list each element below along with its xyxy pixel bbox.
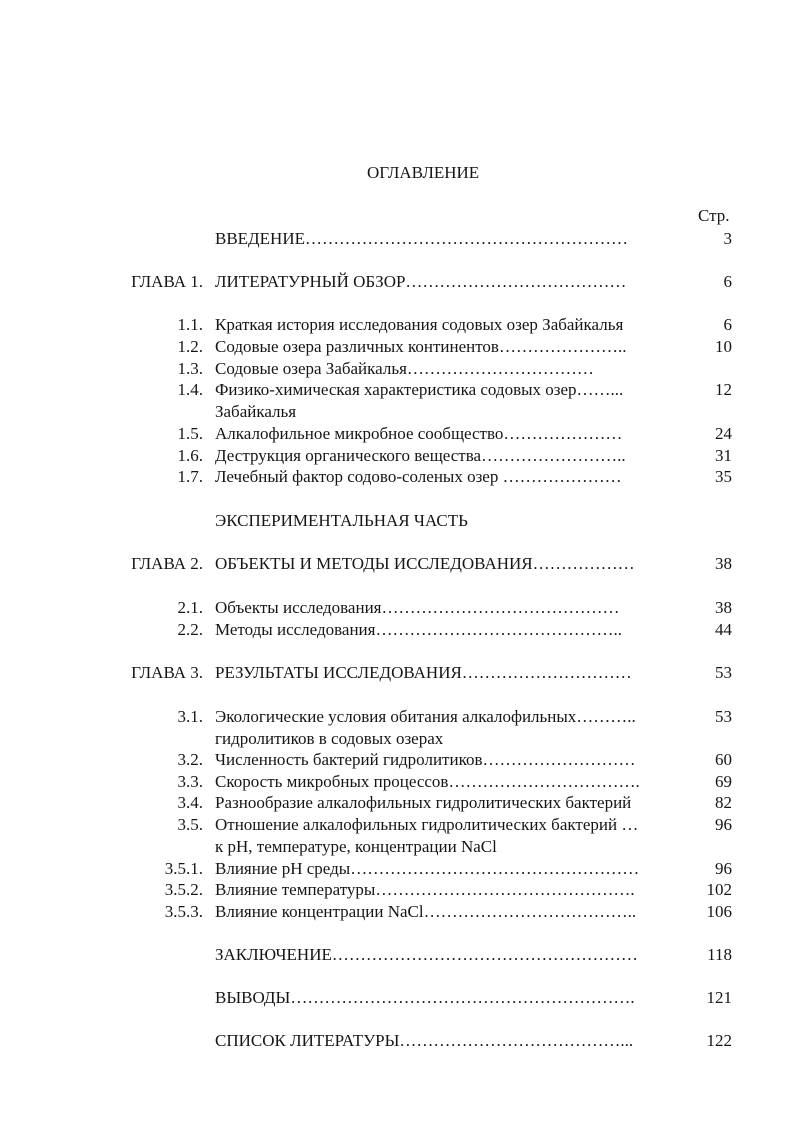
entry-text: Алкалофильное микробное сообщество………………… (215, 424, 623, 443)
entry-label: 1.5. (177, 424, 203, 443)
entry-label: 3.5.1. (164, 859, 203, 878)
toc-entry-3-2 (0, 749, 793, 771)
entry-label: 1.4. (177, 380, 203, 399)
toc-title-text: ОГЛАВЛЕНИЕ (367, 163, 480, 182)
entry-label: 1.3. (177, 359, 203, 378)
entry-text: Отношение алкалофильных гидролитических бактерий … (215, 815, 639, 834)
entry-text: Влияние температуры………………………………………. (215, 880, 635, 899)
entry-text: Экологические условия обитания алкалофильных……….. (215, 707, 636, 726)
entry-text: Разнообразие алкалофильных гидролитических бактерий (215, 793, 632, 812)
entry-text: ЛИТЕРАТУРНЫЙ ОБЗОР………………………………… (215, 272, 627, 291)
entry-text-block (215, 814, 638, 857)
entry-text: ЗАКЛЮЧЕНИЕ……………………………………………… (215, 945, 638, 964)
entry-page: 3 (723, 229, 732, 248)
entry-text: ВЫВОДЫ……………………………………………………. (215, 988, 635, 1007)
entry-page: 96 (715, 815, 732, 834)
toc-entry-1-5 (0, 423, 793, 445)
entry-label: 3.4. (177, 793, 203, 812)
entry-page: 31 (715, 446, 732, 465)
entry-label: 1.2. (177, 337, 203, 356)
entry-page: 118 (707, 945, 732, 964)
toc-entry-findings (0, 987, 793, 1009)
entry-text: Содовые озера различных континентов………………….. (215, 337, 627, 356)
entry-text: РЕЗУЛЬТАТЫ ИССЛЕДОВАНИЯ………………………… (215, 663, 632, 682)
entry-page: 82 (715, 793, 732, 812)
toc-entry-3-1 (0, 706, 793, 750)
toc-entry-chapter-1 (0, 271, 793, 293)
entry-label: 3.5. (177, 815, 203, 834)
toc-entry-3-3 (0, 771, 793, 793)
entry-text: Лечебный фактор содово-соленых озер ………………… (215, 467, 622, 486)
toc-entry-3-5-3 (0, 901, 793, 923)
toc-entry-chapter-3 (0, 662, 793, 684)
entry-text: ЭКСПЕРИМЕНТАЛЬНАЯ ЧАСТЬ (215, 511, 468, 530)
entry-label: 3.5.3. (164, 902, 203, 921)
entry-page: 53 (715, 663, 732, 682)
entry-text: Методы исследования…………………………………….. (215, 620, 622, 639)
toc-entry-3-5 (0, 814, 793, 858)
entry-text: Влияние pH среды…………………………………………… (215, 859, 640, 878)
entry-label: ГЛАВА 1. (131, 272, 203, 291)
entry-text: ВВЕДЕНИЕ………………………………………………… (215, 229, 628, 248)
entry-text: Влияние концентрации NaCl……………………………….. (215, 902, 637, 921)
toc-entry-1-2 (0, 336, 793, 358)
entry-label: 3.5.2. (164, 880, 203, 899)
toc-entry-3-5-2 (0, 879, 793, 901)
entry-label: 2.2. (177, 620, 203, 639)
entry-text: Численность бактерий гидролитиков……………………… (215, 750, 636, 769)
entry-label: 1.6. (177, 446, 203, 465)
entry-page: 38 (715, 598, 732, 617)
toc-entry-1-3 (0, 358, 793, 380)
toc-entry-2-1 (0, 597, 793, 619)
entry-page: 44 (715, 620, 732, 639)
entry-page: 53 (715, 707, 732, 726)
toc-entry-references (0, 1030, 793, 1052)
entry-text-continued: Забайкалья (215, 401, 297, 421)
entry-label: 3.2. (177, 750, 203, 769)
toc-entry-chapter-2 (0, 553, 793, 575)
page-column-label: Стр. (698, 206, 730, 225)
toc-entry-1-6 (0, 445, 793, 467)
entry-text: ОБЪЕКТЫ И МЕТОДЫ ИССЛЕДОВАНИЯ……………… (215, 554, 635, 573)
entry-page: 102 (706, 880, 732, 899)
entry-text: Содовые озера Забайкалья…………………………… (215, 359, 594, 378)
entry-page: 12 (715, 380, 732, 399)
entry-page: 96 (715, 859, 732, 878)
entry-label: ГЛАВА 3. (131, 663, 203, 682)
toc-section-experimental (0, 510, 793, 532)
entry-text: Краткая история исследования содовых озер Забайкалья (215, 315, 624, 334)
toc-entry-3-5-1 (0, 858, 793, 880)
entry-page: 69 (715, 772, 732, 791)
entry-label: 1.1. (177, 315, 203, 334)
entry-page: 35 (715, 467, 732, 486)
entry-text: Деструкция органического вещества…………………….. (215, 446, 626, 465)
entry-text: Скорость микробных процессов……………………………. (215, 772, 640, 791)
entry-label: ГЛАВА 2. (131, 554, 203, 573)
entry-label: 1.7. (177, 467, 203, 486)
entry-page: 60 (715, 750, 732, 769)
entry-text: СПИСОК ЛИТЕРАТУРЫ…………………………………... (215, 1031, 634, 1050)
entry-page: 38 (715, 554, 732, 573)
entry-text: Физико-химическая характеристика содовых озер……... (215, 380, 624, 399)
entry-page: 106 (706, 902, 732, 921)
toc-entry-1-4 (0, 379, 793, 423)
entry-page: 6 (723, 315, 732, 334)
toc-entry-3-4 (0, 792, 793, 814)
toc-entry-conclusion (0, 944, 793, 966)
entry-label: 2.1. (177, 598, 203, 617)
toc-entry-1-7 (0, 466, 793, 488)
entry-text: Объекты исследования…………………………………… (215, 598, 620, 617)
entry-text-block (215, 706, 636, 749)
entry-page: 122 (706, 1031, 732, 1050)
entry-page: 24 (715, 424, 732, 443)
entry-label: 3.3. (177, 772, 203, 791)
entry-text-block (215, 379, 623, 422)
entry-page: 10 (715, 337, 732, 356)
entry-page: 6 (723, 272, 732, 291)
toc-entry-1-1 (0, 314, 793, 336)
toc-entry-introduction (0, 228, 793, 250)
entry-text-continued: к pH, температуре, концентрации NaCl (215, 836, 497, 856)
entry-page: 121 (706, 988, 732, 1007)
entry-text-continued: гидролитиков в содовых озерах (215, 728, 444, 748)
toc-entry-2-2 (0, 619, 793, 641)
entry-label: 3.1. (177, 707, 203, 726)
